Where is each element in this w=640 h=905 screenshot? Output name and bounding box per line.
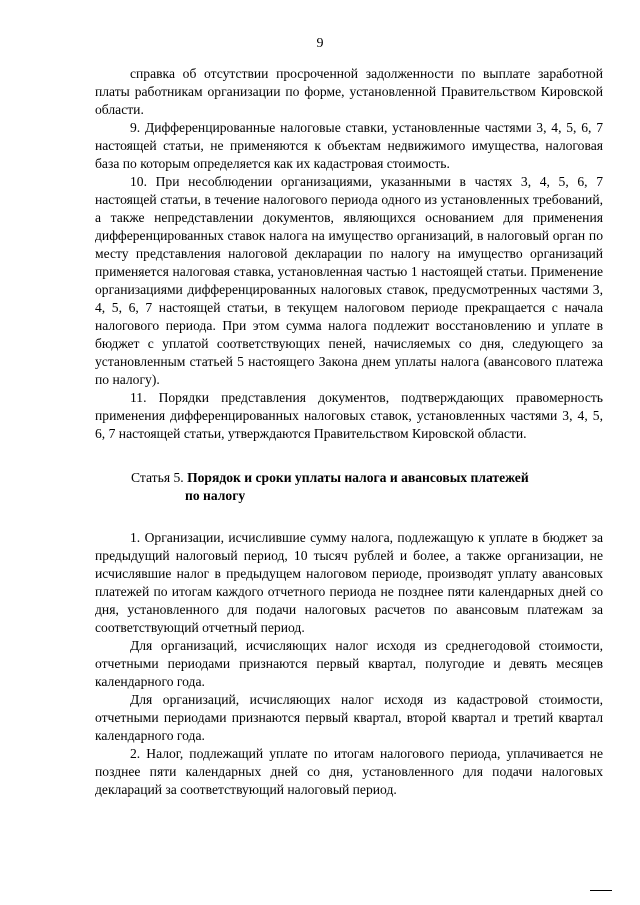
paragraph-10: 10. При несоблюдении организациями, указанными в частях 3, 4, 5, 6, 7 настоящей статьи, в течение налогового периода одного из установленных требований, а также непредставлении документов, являющихся основанием для применения дифференцированных ставок налога на имущество организаций, в налоговый орган по месту представления налоговой декларации по налогу на имущество организаций применяется налоговая ставка, установленная частью 1 настоящей статьи. Применение организациями дифференцированных налоговых ставок, предусмотренных частями 3, 4, 5, 6, 7 настоящей статьи, в текущем налоговом периоде прекращается с начала налогового периода. При этом сумма налога подлежит восстановлению и уплате в бюджет с уплатой соответствующих пеней, начисляемых со дня, следующего за установленным статьей 5 настоящего Закона днем уплаты налога (авансового платежа по налогу).	[95, 174, 603, 387]
article-5-prefix: Статья 5.	[131, 470, 188, 485]
article-5-title-line1: Порядок и сроки уплаты налога и авансовых платежей	[187, 470, 529, 485]
article-5-paragraph-cadastral: Для организаций, исчисляющих налог исходя из кадастровой стоимости, отчетными периодами признаются первый квартал, второй квартал и третий квартал календарного года.	[95, 692, 603, 743]
paragraph-certificate-continuation: справка об отсутствии просроченной задолженности по выплате заработной платы работникам организации по форме, установленной Правительством Кировской области.	[95, 66, 603, 117]
article-5-paragraph-avg-value: Для организаций, исчисляющих налог исходя из среднегодовой стоимости, отчетными периодами признаются первый квартал, полугодие и девять месяцев календарного года.	[95, 638, 603, 689]
paragraph-9: 9. Дифференцированные налоговые ставки, установленные частями 3, 4, 5, 6, 7 настоящей статьи, не применяются к объектам недвижимого имущества, налоговая база по которым определяется как их кадастровая стоимость.	[95, 120, 603, 171]
article-5-paragraph-2: 2. Налог, подлежащий уплате по итогам налогового периода, уплачивается не позднее пяти календарных дней со дня, установленного для подачи налоговых деклараций за соответствующий налоговый период.	[95, 746, 603, 797]
page-number: 9	[316, 36, 324, 51]
article-5-heading	[95, 469, 603, 505]
document-body	[95, 65, 603, 799]
paragraph-11: 11. Порядки представления документов, подтверждающих правомерность применения дифференцированных налоговых ставок, установленных частями 3, 4, 5, 6, 7 настоящей статьи, утверждаются Правительством Кировской области.	[95, 390, 603, 441]
article-5-title-line2: по налогу	[185, 488, 246, 503]
footer-rule	[590, 890, 612, 891]
article-5-paragraph-1: 1. Организации, исчислившие сумму налога, подлежащую к уплате в бюджет за предыдущий налоговый период, 10 тысяч рублей и более, а также организации, не исчислявшие налог в предыдущем налоговом периоде, производят уплату авансовых платежей по итогам каждого отчетного периода не позднее пяти календарных дней со дня, установленного для подачи налоговых расчетов по авансовым платежам за соответствующий отчетный период.	[95, 530, 603, 635]
